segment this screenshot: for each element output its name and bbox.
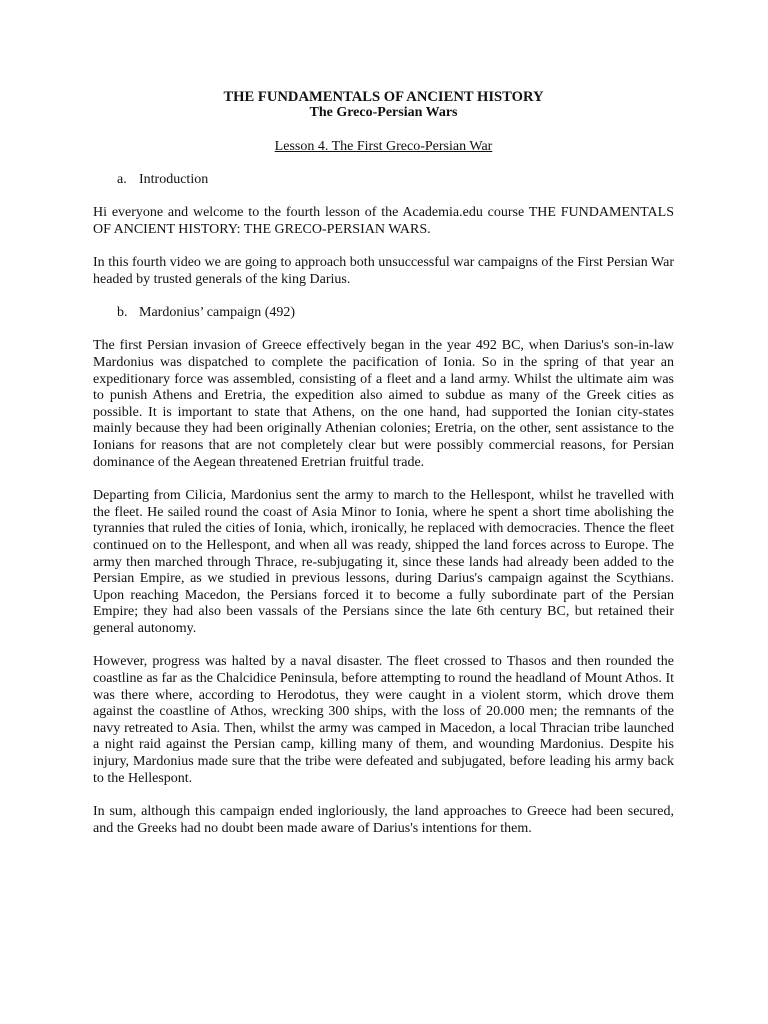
paragraph-departing-cilicia: Departing from Cilicia, Mardonius sent the army to march to the Hellespont, whilst he travelled with the fleet. He sailed round the coast of Asia Minor to Ionia, where he spent a short time abolishing the tyrannies that ruled the cities of Ionia, which, ironically, he replaced with democracies. Thence the fleet continued on to the Hellespont, and when all was ready, shipped the land forces across to Europe. The army then marched through Thrace, re-subjugating it, since these lands had already been added to the Persian Empire, as we studied in previous lessons, during Darius's campaign against the Scythians. Upon reaching Macedon, the Persians forced it to become a fully subordinate part of the Persian Empire; they had also been vassals of the Persians since the late 6th century BC, but retained their general autonomy.: [93, 488, 674, 636]
section-label: Introduction: [139, 172, 209, 187]
section-heading-introduction: [117, 172, 674, 188]
document-subtitle: The Greco-Persian Wars: [309, 105, 458, 120]
section-label: Mardonius’ campaign (492): [139, 305, 296, 321]
section-marker: b.: [117, 305, 128, 321]
paragraph-naval-disaster: However, progress was halted by a naval disaster. The fleet crossed to Thasos and then rounded the coastline as far as the Chalcidice Peninsula, before attempting to round the headland of Mount Athos. It was there where, according to Herodotus, they were caught in a violent storm, which drove them against the coastline of Athos, wrecking 300 ships, with the loss of 20.000 men; the remnants of the navy retreated to Asia. Then, whilst the army was camped in Macedon, a local Thracian tribe launched a night raid against the Persian camp, killing many of them, and wounding Mardonius. Despite his injury, Mardonius made sure that the tribe were defeated and subjugated, before leading his army back to the Hellespont.: [93, 654, 674, 786]
section-heading-mardonius-campaign: [117, 305, 674, 321]
lesson-heading: Lesson 4. The First Greco-Persian War: [274, 139, 493, 154]
paragraph-in-sum: In sum, although this campaign ended ingloriously, the land approaches to Greece had been secured, and the Greeks had no doubt been made aware of Darius's intentions for them.: [93, 804, 674, 836]
document-title: THE FUNDAMENTALS OF ANCIENT HISTORY: [223, 89, 544, 105]
paragraph-invasion-begins: The first Persian invasion of Greece effectively began in the year 492 BC, when Darius's son-in-law Mardonius was dispatched to complete the pacification of Ionia. So in the spring of that year an expeditionary force was assembled, consisting of a fleet and a land army. Whilst the ultimate aim was to punish Athens and Eretria, the expedition also aimed to subdue as many of the Greek cities as possible. It is important to state that Athens, on the one hand, had supported the Ionian city-states mainly because they had been originally Athenian colonies; Eretria, on the other, sent assistance to the Ionians for reasons that are not completely clear but were possibly commercial reasons, for Persian dominance of the Aegean threatened Eretrian fruitful trade.: [93, 338, 674, 470]
section-marker: a.: [117, 172, 127, 187]
paragraph-welcome: Hi everyone and welcome to the fourth lesson of the Academia.edu course THE FUNDAMENTALS OF ANCIENT HISTORY: THE GRECO-PERSIAN WARS.: [93, 205, 674, 237]
paragraph-video-overview: In this fourth video we are going to approach both unsuccessful war campaigns of the First Persian War headed by trusted generals of the king Darius.: [93, 255, 674, 287]
